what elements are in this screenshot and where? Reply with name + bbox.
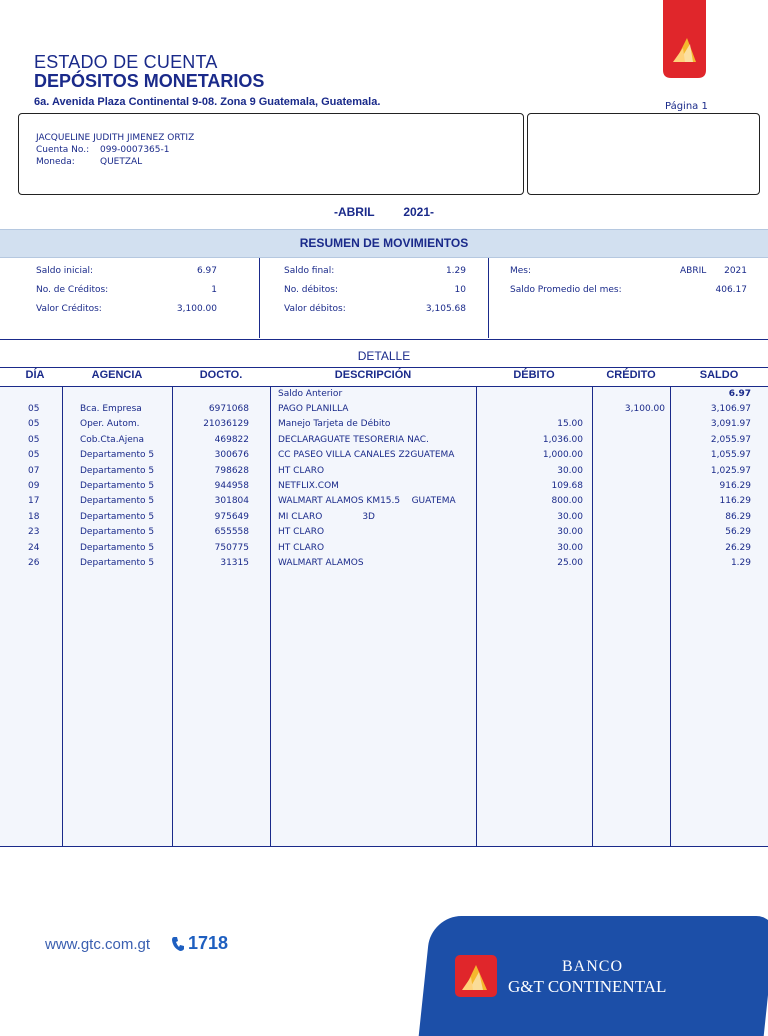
statement-subtitle: DEPÓSITOS MONETARIOS — [34, 71, 265, 91]
cell-agency: Cob.Cta.Ajena — [80, 434, 144, 445]
opening-balance-value: 6.97 — [196, 266, 217, 276]
col-header-credit: CRÉDITO — [606, 369, 656, 381]
table-row — [0, 435, 768, 450]
currency-label: Moneda: — [36, 157, 75, 167]
flame-logo-icon — [455, 955, 497, 1002]
summary-divider — [488, 258, 489, 338]
cell-debit: 25.00 — [557, 558, 583, 568]
phone-number[interactable]: 1718 — [188, 933, 229, 953]
currency-value: QUETZAL — [100, 157, 143, 167]
cell-description: HT CLARO — [278, 527, 325, 538]
cell-doc: 944958 — [214, 481, 249, 491]
cell-day: 05 — [28, 404, 40, 414]
table-row — [0, 404, 768, 419]
table-row — [0, 543, 768, 558]
cell-description: Saldo Anterior — [278, 389, 343, 399]
cell-description: HT CLARO — [278, 465, 325, 476]
col-header-debit: DÉBITO — [513, 369, 555, 381]
col-header-description: DESCRIPCIÓN — [334, 369, 412, 381]
cell-doc: 21036129 — [203, 419, 249, 430]
cell-day: 07 — [28, 465, 40, 476]
cell-balance: 56.29 — [725, 527, 751, 538]
cell-description: WALMART ALAMOS — [278, 558, 364, 568]
table-row — [0, 527, 768, 542]
cell-description: WALMART ALAMOS KM15.5 GUATEMA — [278, 496, 456, 507]
cell-day: 17 — [28, 496, 40, 507]
cell-doc: 301804 — [214, 496, 249, 507]
header-bottom-rule — [0, 386, 768, 387]
cell-day: 26 — [28, 558, 40, 568]
table-row — [0, 512, 768, 527]
table-row-opening — [0, 389, 768, 404]
month-year: 2021 — [724, 266, 747, 276]
cell-doc: 798628 — [214, 465, 249, 476]
period-month: -ABRIL — [333, 205, 375, 219]
cell-debit: 30.00 — [557, 527, 583, 538]
col-header-doc: DOCTO. — [199, 369, 243, 381]
debits-value-amount: 3,105.68 — [425, 304, 466, 314]
cell-agency: Departamento 5 — [80, 558, 155, 568]
opening-balance-label: Saldo inicial: — [36, 266, 94, 276]
credits-count-label: No. de Créditos: — [36, 285, 109, 295]
debits-count-label: No. débitos: — [284, 285, 339, 295]
cell-balance: 26.29 — [725, 542, 751, 553]
table-row — [0, 496, 768, 511]
cell-debit: 15.00 — [557, 419, 583, 430]
statement-title: ESTADO DE CUENTA — [34, 52, 218, 72]
cell-debit: 109.68 — [551, 481, 583, 491]
summary-bottom-rule — [0, 339, 768, 340]
customer-name: JACQUELINE JUDITH JIMENEZ ORTIZ — [36, 133, 195, 143]
cell-agency: Departamento 5 — [80, 481, 155, 491]
summary-title: RESUMEN DE MOVIMIENTOS — [299, 236, 469, 250]
cell-description: Manejo Tarjeta de Débito — [278, 419, 391, 430]
cell-doc: 655558 — [214, 527, 249, 538]
blank-info-box — [527, 113, 760, 195]
period-year: 2021- — [403, 205, 435, 219]
cell-agency: Departamento 5 — [80, 450, 155, 461]
cell-credit: 3,100.00 — [624, 404, 665, 414]
cell-description: MI CLARO 3D — [278, 511, 375, 522]
cell-balance: 3,091.97 — [710, 419, 751, 430]
cell-debit: 1,000.00 — [542, 450, 583, 461]
cell-day: 05 — [28, 450, 40, 461]
cell-doc: 469822 — [214, 434, 249, 445]
cell-description: DECLARAGUATE TESORERIA NAC. — [278, 434, 429, 445]
cell-agency: Oper. Autom. — [80, 419, 140, 430]
cell-day: 18 — [28, 511, 40, 522]
cell-doc: 31315 — [220, 558, 249, 568]
credits-count-value: 1 — [211, 285, 217, 295]
phone-icon — [171, 936, 185, 957]
cell-debit: 30.00 — [557, 465, 583, 476]
cell-balance: 86.29 — [725, 511, 751, 522]
cell-balance: 1.29 — [730, 558, 751, 568]
month-value: ABRIL — [680, 266, 707, 276]
flame-logo-icon — [663, 0, 706, 78]
table-row — [0, 450, 768, 465]
cell-doc: 300676 — [214, 450, 249, 461]
detail-title: DETALLE — [357, 349, 411, 363]
cell-agency: Departamento 5 — [80, 496, 155, 507]
statement-period — [0, 205, 768, 219]
cell-balance: 3,106.97 — [710, 404, 751, 414]
cell-balance: 1,055.97 — [710, 450, 751, 461]
closing-balance-label: Saldo final: — [284, 266, 335, 276]
cell-doc: 750775 — [214, 542, 249, 553]
table-bottom-rule — [0, 846, 768, 847]
cell-description: HT CLARO — [278, 542, 325, 553]
cell-description: NETFLIX.COM — [278, 481, 339, 491]
cell-agency: Departamento 5 — [80, 465, 155, 476]
average-balance-value: 406.17 — [715, 285, 747, 295]
cell-debit: 1,036.00 — [542, 434, 583, 445]
credits-value-amount: 3,100.00 — [176, 304, 217, 314]
cell-balance: 1,025.97 — [710, 465, 751, 476]
closing-balance-value: 1.29 — [445, 266, 466, 276]
cell-doc: 975649 — [214, 511, 249, 522]
cell-agency: Bca. Empresa — [80, 404, 142, 414]
month-label: Mes: — [510, 266, 532, 276]
cell-day: 05 — [28, 419, 40, 430]
page-number: Página 1 — [665, 101, 708, 112]
table-row — [0, 558, 768, 573]
table-row — [0, 481, 768, 496]
col-header-day: DÍA — [25, 369, 45, 381]
cell-day: 24 — [28, 542, 40, 553]
detail-top-rule — [0, 367, 768, 368]
cell-agency: Departamento 5 — [80, 511, 155, 522]
debits-value-label: Valor débitos: — [284, 304, 346, 314]
bank-name-line2: G&T CONTINENTAL — [508, 977, 667, 996]
cell-description: CC PASEO VILLA CANALES Z2GUATEMA — [278, 450, 455, 461]
table-row — [0, 466, 768, 481]
cell-balance: 2,055.97 — [710, 434, 751, 445]
cell-debit: 30.00 — [557, 542, 583, 553]
cell-balance: 116.29 — [719, 496, 751, 507]
cell-doc: 6971068 — [208, 404, 249, 414]
account-number: 099-0007365-1 — [100, 145, 170, 155]
debits-count-value: 10 — [454, 285, 466, 295]
bank-address: 6a. Avenida Plaza Continental 9-08. Zona 9 Guatemala, Guatemala. — [34, 96, 381, 108]
summary-divider — [259, 258, 260, 338]
credits-value-label: Valor Créditos: — [36, 304, 102, 314]
table-row — [0, 419, 768, 434]
cell-balance: 916.29 — [719, 481, 751, 491]
cell-agency: Departamento 5 — [80, 542, 155, 553]
website-link[interactable]: www.gtc.com.gt — [45, 936, 151, 953]
cell-day: 09 — [28, 481, 40, 491]
brand-logo-top — [663, 0, 706, 78]
cell-debit: 800.00 — [551, 496, 583, 507]
cell-debit: 30.00 — [557, 511, 583, 522]
col-header-balance: SALDO — [699, 369, 739, 381]
cell-agency: Departamento 5 — [80, 527, 155, 538]
customer-info-box — [18, 113, 524, 195]
bank-name-line1: BANCO — [562, 958, 624, 975]
account-label: Cuenta No.: — [36, 145, 90, 155]
average-balance-label: Saldo Promedio del mes: — [510, 285, 622, 295]
cell-day: 23 — [28, 527, 40, 538]
cell-balance: 6.97 — [728, 389, 751, 399]
cell-description: PAGO PLANILLA — [278, 404, 349, 414]
col-header-agency: AGENCIA — [91, 369, 143, 381]
cell-day: 05 — [28, 434, 40, 445]
